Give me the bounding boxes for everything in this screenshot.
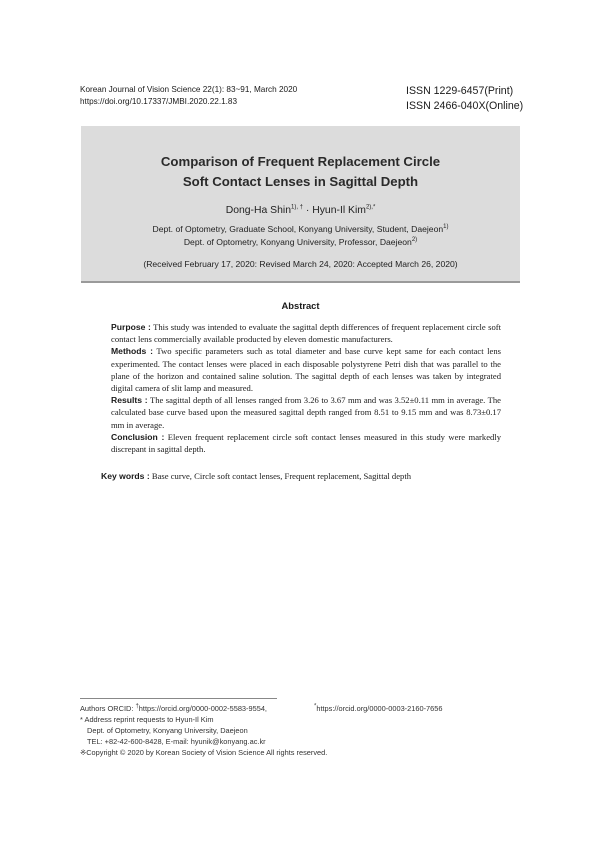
doi-link[interactable]: https://doi.org/10.17337/JMBI.2020.22.1.83 — [80, 96, 238, 106]
orcid-sup-2: * — [314, 703, 317, 710]
received-dates: (Received February 17, 2020: Revised March 24, 2020: Accepted March 26, 2020) — [143, 259, 458, 269]
title-line-2: Soft Contact Lenses in Sagittal Depth — [182, 173, 419, 189]
copyright: ※Copyright © 2020 by Korean Society of Vision Science All rights reserved. — [80, 748, 328, 757]
methods-text: Two specific parameters such as total diameter and base curve kept same for each contact lens experimented. The contact lenses were placed in each disposable polystyrene Petri dish that was parallel to the plane of the horizon and contained saline solution. The sagittal depth of each lenses was taken by integrated digital camera of slit lamp and measured. — [111, 346, 502, 394]
authors — [81, 205, 520, 216]
author-2-sup: 2),* — [365, 204, 376, 211]
reprint-dept: Dept. of Optometry, Konyang University, Daejeon — [87, 726, 248, 735]
affiliation-1 — [81, 224, 520, 234]
conclusion-text: Eleven frequent replacement circle soft contact lenses measured in this study were markedly discrepant in sagittal depth. — [111, 431, 501, 455]
purpose-text: This study was intended to evaluate the sagittal depth differences of frequent replacement circle soft contact lens commercially available producted by eleven domestic manufacturers. — [111, 322, 501, 345]
affiliation-2-text: Dept. of Optometry, Konyang University, Professor, Daejeon — [183, 237, 412, 247]
keywords — [101, 471, 521, 481]
issn-block — [406, 84, 523, 113]
footnote-divider — [80, 698, 277, 699]
methods-label: Methods : — [111, 346, 153, 357]
issn-online: ISSN 2466-040X(Online) — [406, 99, 524, 112]
author-1: Dong-Ha Shin — [225, 205, 291, 216]
abstract-body — [101, 321, 501, 455]
author-separator: · — [303, 205, 313, 216]
author-1-sup: 1), † — [290, 204, 303, 211]
results-label: Results : — [111, 395, 148, 406]
journal-citation: Korean Journal of Vision Science 22(1): 83~91, March 2020 — [80, 85, 298, 94]
reprint-request: * Address reprint requests to Hyun-Il Kim — [80, 715, 214, 724]
abstract-methods — [101, 345, 501, 394]
affiliation-1-sup: 1) — [443, 224, 449, 231]
affiliation-1-text: Dept. of Optometry, Graduate School, Konyang University, Student, Daejeon — [152, 224, 444, 234]
abstract-purpose — [101, 321, 501, 345]
author-2: Hyun-Il Kim — [312, 205, 366, 216]
conclusion-label: Conclusion : — [111, 431, 165, 442]
keywords-label: Key words : — [101, 471, 150, 481]
title-line-1: Comparison of Frequent Replacement Circle — [160, 154, 441, 169]
affiliation-2-sup: 2) — [411, 237, 418, 244]
title-box-divider — [81, 281, 520, 283]
journal-header — [80, 84, 297, 107]
purpose-label: Purpose : — [111, 322, 151, 332]
results-text: The sagittal depth of all lenses ranged from 3.26 to 3.67 mm and was 3.52±0.11 mm in average. The calculated base curve based upon the measured sagittal depth ranged from 8.51 to 9.15 mm and was 8.73±0.17 mm in average. — [111, 395, 502, 430]
abstract-results — [101, 394, 501, 431]
orcid-link-1[interactable]: https://orcid.org/0000-0002-5583-9554, — [138, 704, 267, 713]
abstract-conclusion — [101, 431, 501, 455]
keywords-text: Base curve, Circle soft contact lenses, Frequent replacement, Sagittal depth — [149, 471, 412, 481]
paper-title — [81, 152, 520, 191]
orcid-link-2[interactable]: https://orcid.org/0000-0003-2160-7656 — [316, 704, 443, 713]
orcid-sup-1: † — [135, 703, 139, 710]
reprint-contact: TEL: +82-42-600-8428, E-mail: hyunik@konyang.ac.kr — [87, 737, 266, 746]
orcid-prefix: Authors ORCID: — [80, 704, 136, 713]
orcid-line — [80, 703, 327, 714]
affiliation-2 — [81, 237, 520, 247]
footnotes — [80, 703, 327, 758]
issn-print: ISSN 1229-6457(Print) — [406, 85, 514, 97]
abstract-heading: Abstract — [281, 300, 320, 311]
orcid-2 — [314, 703, 442, 714]
